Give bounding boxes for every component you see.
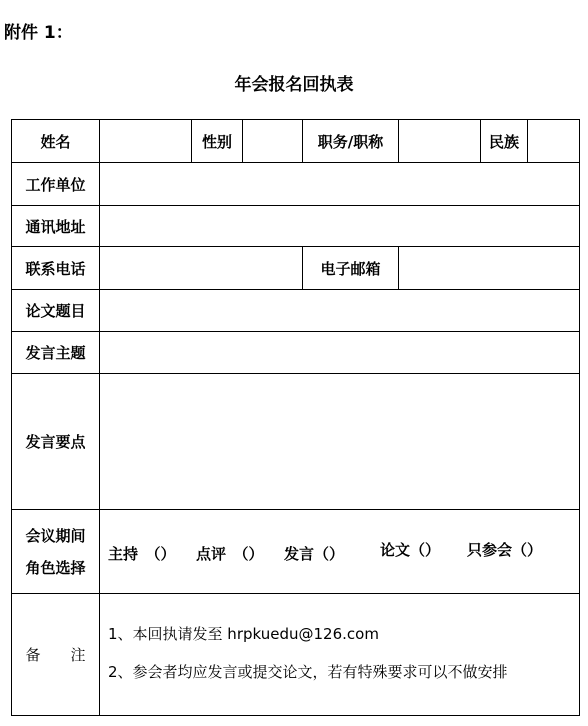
workplace-label: 工作单位 <box>25 175 86 194</box>
form-title: 年会报名回执表 <box>234 75 354 95</box>
ethnicity-label: 民族 <box>488 132 519 151</box>
address-label: 通讯地址 <box>25 217 86 236</box>
role-label <box>12 510 99 593</box>
speech-points-field[interactable] <box>100 374 579 509</box>
name-label: 姓名 <box>40 132 71 151</box>
role-label-line2: 角色选择 <box>25 558 86 577</box>
speech-points-label: 发言要点 <box>25 433 86 451</box>
gender-label: 性别 <box>201 132 232 151</box>
note-1: 1、本回执请发至 hrpkuedu@126.com <box>108 625 379 643</box>
position-field[interactable] <box>399 120 480 162</box>
role-option-paper[interactable]: 论文（） <box>380 541 441 559</box>
workplace-field[interactable] <box>100 163 579 205</box>
table-line <box>11 715 580 716</box>
address-field[interactable] <box>100 206 579 246</box>
email-field[interactable] <box>399 247 579 289</box>
position-label: 职务/职称 <box>317 132 384 151</box>
attachment-label: 附件 1： <box>4 23 73 43</box>
ethnicity-field[interactable] <box>528 120 579 162</box>
role-label-line1: 会议期间 <box>25 526 86 545</box>
phone-field[interactable] <box>100 247 302 289</box>
role-option-speaker[interactable]: 发言（） <box>284 545 345 563</box>
paper-title-label: 论文题目 <box>25 302 86 320</box>
speech-topic-label: 发言主题 <box>25 344 86 362</box>
phone-label: 联系电话 <box>25 259 86 278</box>
speech-topic-field[interactable] <box>100 332 579 373</box>
note-2: 2、参会者均应发言或提交论文，若有特殊要求可以不做安排 <box>108 663 508 681</box>
role-option-host[interactable]: 主持 （） <box>108 545 176 563</box>
paper-title-field[interactable] <box>100 290 579 331</box>
gender-field[interactable] <box>243 120 302 162</box>
email-label: 电子邮箱 <box>320 259 381 278</box>
table-line <box>579 119 580 716</box>
name-field[interactable] <box>100 120 191 162</box>
remarks-label: 备 注 <box>25 646 86 664</box>
role-option-attendee[interactable]: 只参会（） <box>467 541 543 559</box>
role-option-commentator[interactable]: 点评 （） <box>196 545 264 563</box>
